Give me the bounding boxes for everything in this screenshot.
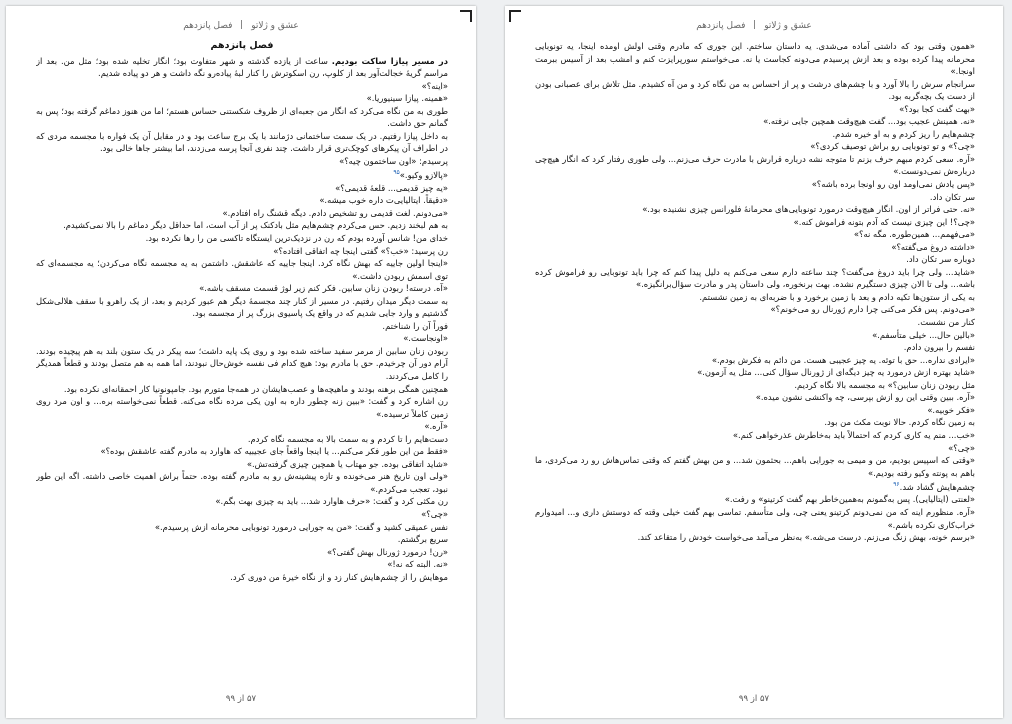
paragraph: «آره. ببین وقتی این رو ازش بپرسی، چه واکنشی نشون میده.» [755, 392, 975, 403]
paragraph: نفسم را بیرون دادم. [903, 342, 975, 353]
paragraph: «چی؟» و تو تونوبایی رو براش توصیف کردی؟» [810, 141, 975, 152]
paragraph: همچنین همگی برهنه بودند و ماهیچه‌ها و عصب‌هایشان در همه‌جا متورم بود. جامپونونیا کار احمقانه‌ای نکرده بود. [63, 383, 448, 394]
paragraph: سریع برگشتم. [397, 534, 448, 545]
paragraph: «نه. همینش عجیب بود... گفت هیچ‌وقت همچین جایی نرفته.» [763, 116, 975, 127]
paragraph: «همینه. پیازا سینیوریا.» [366, 93, 448, 104]
header-book-title: عشق و ژلاتو [764, 21, 812, 31]
header-book-title: عشق و ژلاتو [251, 21, 299, 31]
paragraph: «چی؟! این چیزی نیست که آدم بتونه فراموش کنه.» [793, 216, 975, 227]
paragraph: مثل ربودن زنان سابین؟» به مجسمه بالا نگاه کردیم. [794, 379, 975, 390]
paragraph: «داشته دروغ می‌گفته؟» [891, 241, 975, 252]
left-page [6, 6, 476, 718]
lead-sentence: در مسیر پیازا ساکت بودیم. [331, 55, 448, 66]
paragraph: در مسیر پیازا ساکت بودیم. ساعت از یازده گذشته و شهر متفاوت بود؛ انگار تخلیه شده بود؛ مثل من. بعد از مراسم گریهٔ خجالت‌آور بعد از کلوپ، رن اسکوترش را کنار لبهٔ پیاده‌رو نگه داشت و هر دو پیاده شدیم. [36, 55, 448, 79]
paragraph: «شاید بهتره ازش درمورد یه چیز دیگه‌ای از ژورنال سؤال کنی... مثل یه آزمون.» [697, 367, 975, 378]
paragraph: «ولی اون تاریخ هنر می‌خونده و تازه پیشینه‌ش رو به مادرم گفته بوده. حتماً براش اهمیت خاصی داشته. اگه این طور نبود، تعجب می‌کردم.» [36, 471, 448, 494]
paragraph: «رن! درمورد ژورنال بهش گفتی؟» [327, 546, 448, 557]
running-header [36, 20, 446, 31]
paragraph: «پس یادش نمی‌اومد اون رو اونجا برده باشه؟» [811, 179, 975, 190]
paragraph: رن پرسید: «خب؟» گفتی اینجا چه اتفاقی افتاده؟» [273, 245, 448, 256]
paragraph: پرسیدم: «اون ساختمون چیه؟» [339, 155, 448, 166]
paragraph: «همون وقتی بود که داشتی آماده می‌شدی. یه داستان ساختم. این جوری که مادرم وقتی اولش اومده اینجا، یه تونوبایی محرمانه پیدا کرده بوده و بعد ازش پرسیدم می‌دونه کجاست یا نه. می‌خواستم سورپرایزت کنم و امشب بعد از آسیس ببرمت اونجا.» [535, 41, 975, 77]
paragraph: به زمین نگاه کردم. حالا نوبت مکث من بود. [824, 417, 975, 428]
paragraph: رن اشاره کرد و گفت: «ببین زنه چطور داره به اون یکی مرده نگاه می‌کنه. قطعاً نمی‌خواسته بره... و اون مرد روی زمین کاملاً ترسیده.» [36, 396, 448, 419]
paragraph: به سمت دیگر میدان رفتیم. در مسیر از کنار چند مجسمهٔ دیگر هم عبور کردیم و بعد، از یک راهرو با سقف هلالی‌شکل گذشتیم و وارد جایی شدیم که در واقع یک پاسیوی بزرگ پر از مجسمه بود. [36, 295, 448, 319]
header-chapter: فصل پانزدهم [183, 21, 233, 31]
paragraph: «شاید اتفاقی بوده. جو مهتاب یا همچین چیزی گرفته‌تش.» [246, 458, 448, 469]
page-number: ۵۷ از ۹۹ [225, 694, 257, 704]
paragraph: به هم لبخند زدیم. حس می‌کردم چشم‌هایم مثل بادکنک پر از آب است، اما حداقل دیگر دماغم را بالا نمی‌کشیدم. [63, 220, 448, 231]
page-body [535, 40, 975, 684]
paragraph: «شاید... ولی چرا باید دروغ می‌گفت؟ چند ساعته دارم سعی می‌کنم یه دلیل پیدا کنم که چرا باید تونوبایی رو فراموش کرده باشه... ولی تا الان چیزی دستگیرم نشده. بهت برنخوره، ولی داستان پدر و مادرت سؤال‌برانگیزه.» [535, 266, 975, 290]
paragraph: دست‌هایم را تا کردم و به سمت بالا به مجسمه نگاه کردم. [247, 433, 448, 444]
paragraph: موهایش را از چشم‌هایش کنار زد و از نگاه خیرهٔ من دوری کرد. [230, 571, 448, 582]
page-corner-mark [509, 10, 521, 22]
paragraph: «نه. البته که نه!» [387, 559, 448, 570]
paragraph: «خب... منم یه کاری کردم که احتمالاً باید به‌خاطرش عذرخواهی کنم.» [732, 429, 975, 440]
paragraph: سر تکان داد. [929, 191, 975, 202]
chapter-title: فصل پانزدهم [210, 40, 274, 51]
footnote-marker: ۹۶ [893, 481, 900, 489]
paragraph: «اونجاست.» [403, 333, 448, 344]
paragraph: «می‌فهمم... همین‌طوره. مگه نه؟» [853, 229, 975, 240]
paragraph: کنار من نشست. [917, 317, 975, 328]
header-separator [754, 20, 755, 29]
paragraph: «پالازو وکیو.»$^{۹۵}$ [393, 169, 448, 181]
paragraph: «آره. سعی کردم مبهم حرف بزنم تا متوجه نشه درباره قرارش با مادرت حرف می‌زنم... ولی طوری رفتار کرد که انگار هیچ‌چی درباره‌ش نمی‌دونست.» [535, 153, 975, 177]
paragraph: «ایرادی نداره... حق با توئه. یه چیز عجیبی هست. من دائم به فکرش بودم.» [711, 354, 975, 365]
paragraph: چشم‌هایم را ریز کردم و به او خیره شدم. [832, 128, 975, 139]
paragraph: «وقتی که اسپیس بودیم، من و میمی به جورایی باهم... بحثمون شد... و من بهش گفتم که وقتی تماس‌هاش رو رد می‌کردی، ما باهم به پونته وکیو رفته بودیم.» [535, 455, 975, 478]
page-corner-mark [460, 10, 472, 22]
paragraph: «دقیقاً. ایتالیایی‌ت داره خوب میشه.» [319, 195, 448, 206]
paragraph: «بهت گفت کجا بود؟» [899, 103, 975, 114]
footnote-marker: ۹۵ [393, 169, 400, 177]
paragraph: «آه. درسته! ربودن زنان سابین. فکر کنم زیر لوژ قسمت مسقف باشه.» [199, 283, 448, 294]
paragraph: «اینجا اولین جاییه که بهش نگاه کرد. اینجا جاییه که عاشقش. داشتمن به یه مجسمه نگاه می‌کردن؛ یه مجسمه‌ای که توی اسمش ربودن داشت.» [36, 258, 448, 281]
paragraph: ربودن زنان سابین از مرمر سفید ساخته شده بود و روی یک پایه داشت؛ سه پیکر در یک ستون بلند به هم پیچیده بودند. آرام دور آن چرخیدم. حق با مادرم بود: هیچ کدام فی نفسه خوش‌حال نبودند، اما همه به هم متصل بودند و قطعاً همدیگر را کامل می‌کردند. [36, 345, 448, 382]
page-number: ۵۷ از ۹۹ [738, 694, 770, 704]
header-chapter: فصل پانزدهم [696, 21, 746, 31]
paragraph: «می‌دونم. لغت قدیمی رو تشخیص دادم. دیگه قشنگ راه افتادم.» [222, 207, 448, 218]
paragraph: «اینه؟» [421, 80, 448, 91]
paragraph: «فکر خوبیه.» [927, 404, 975, 415]
paragraph: «یه چیز قدیمی... قلعهٔ قدیمی؟» [335, 182, 448, 193]
paragraph: «آره.» [424, 421, 448, 432]
paragraph: خدای من! شانس آورده بودم که رن در نزدیک‌ترین ایستگاه تاکسی من را رها نکرده بود. [145, 233, 448, 243]
paragraph: «نه. حتی فراتر از اون. انگار هیچ‌وقت درمورد تونوبایی‌های محرمانهٔ فلورانس چیزی نشنیده بود.» [642, 204, 975, 215]
paragraph: دوباره سر تکان داد. [906, 254, 975, 265]
paragraph: «چی؟» [948, 442, 975, 453]
page-body [36, 40, 448, 684]
paragraph: رن مکثی کرد و گفت: «حرف هاوارد شد... باید به چیزی بهت بگم.» [215, 496, 448, 507]
paragraph: به یکی از ستون‌ها تکیه دادم و بعد با زمین برخورد و با ضربه‌ای به زمین نشستم. [699, 291, 975, 302]
paragraph: «چی؟» [421, 509, 448, 520]
paragraph: فوراً آن را شناختم. [382, 320, 448, 331]
header-separator [241, 20, 242, 29]
paragraph: «فقط من این طور فکر می‌کنم... یا اینجا واقعاً جای عجیبیه که هاوارد به مادرم گفته عاشقش بوده؟» [100, 446, 448, 457]
paragraph: طوری به من نگاه می‌کرد که انگار من جعبه‌ای از ظروف شکستنی حساس هستم؛ اما من هنوز دماغم گرفته بود؛ پس به گمانم حق داشت. [36, 105, 448, 129]
paragraph: «لعنتی (ایتالیایی). پس به‌گمونم به‌همین‌خاطر بهم گفت کرتینو» و رفت.» [724, 494, 975, 505]
right-page [505, 6, 1003, 718]
running-header [535, 20, 973, 31]
paragraph: به داخل پیازا رفتیم. در یک سمت ساختمانی دژمانند با یک برج ساعت بود و در مقابل آن یک فواره با مجسمه مردی که در اطراف آن پیکرهای کوچک‌تری قرار داشت. چند نفری آنجا پرسه می‌زدند، اما بیشتر جاها خالی بود. [36, 130, 448, 154]
paragraph: «برسم خونه، بهش زنگ می‌زنم. درست می‌شه.» به‌نظر می‌آمد می‌خواست خودش را متقاعد کند. [637, 532, 975, 543]
paragraph: نفس عمیقی کشید و گفت: «من یه جورایی درمورد تونوبایی محرمانه ازش پرسیدم.» [154, 521, 448, 532]
paragraph: سرانجام سرش را بالا آورد و با چشم‌های درشت و پر از احساس به من نگاه کرد و من آه کشیدم. مثل تلاش برای عصبانی بودن از دست یک بچه‌گربه بود. [535, 78, 975, 102]
paragraph: «می‌دونم. پس فکر می‌کنی چرا دارم ژورنال رو می‌خونم؟» [770, 304, 975, 315]
paragraph: «بالین حال... خیلی متأسفم.» [872, 329, 975, 340]
paragraph: چشم‌هایش گشاد شد.$^{۹۶}$ [893, 481, 975, 492]
paragraph: «آره. منظورم اینه که من نمی‌دونم کرتینو یعنی چی، ولی متأسفم. تماسی بهم گفت خیلی وقته که دوستش داری و... امیدوارم خراب‌کاری نکرده باشم.» [535, 507, 975, 530]
